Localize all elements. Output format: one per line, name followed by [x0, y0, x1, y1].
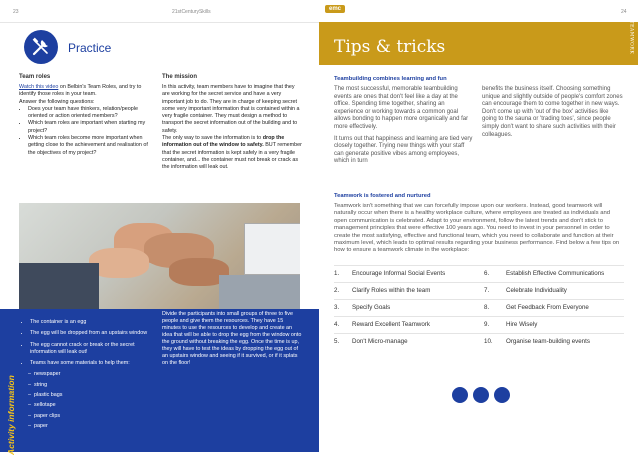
table-row: 3. Specify Goals 8. Get Feedback From Everyone: [334, 299, 624, 316]
mission-title: The mission: [162, 74, 198, 80]
right-page-number: 24: [621, 9, 627, 15]
tips-table: [334, 265, 624, 350]
left-header: [0, 0, 319, 23]
dot: [494, 387, 510, 403]
left-page-number: 23: [13, 9, 19, 15]
tools-icon: [24, 30, 58, 64]
team-roles-title: Team roles: [19, 74, 51, 80]
teambuilding-col2: benefits the business itself. Choosing something unique and slightly outside of people's comfort zones can encourage them to come together in new ways. Don't come up with 'out of the box' activities like going to the sauna or 'trading toes', since people simply don't want to share such activities with their colleagues.: [482, 86, 623, 138]
list-item: • The container is an egg: [30, 319, 152, 326]
list-item: • Which team roles become more important when getting close to the achievement and realisation of the objectives of my project?: [28, 135, 149, 157]
activity-paragraph: Divide the participants into small groups of three to five people and give them the resources. They have 15 minutes to use the resources to develop and create an idea that will be able to drop the egg from the window onto the ground without breaking the egg. Once the time is up, they will have to test the ideas by dropping the egg out of an upstairs window and seeing if it survived, or if it splats on the floor!: [162, 311, 302, 366]
table-row: 4. Reward Excellent Teamwork 9. Hire Wisely: [334, 316, 624, 333]
fostered-title: Teamwork is fostered and nurtured: [334, 193, 431, 199]
table-row: 2. Clarify Roles within the team 7. Celebrate Individuality: [334, 282, 624, 299]
list-item: • Teams have some materials to help them:: [30, 360, 152, 367]
list-item: • Which team roles are important when starting my project?: [28, 120, 149, 135]
material-item: – plastic bags: [28, 392, 63, 399]
running-head: 21stCenturySkills: [172, 9, 211, 15]
material-item: – paper clips: [28, 412, 61, 419]
right-page: [319, 0, 638, 452]
list-item: • The egg cannot crack or break or the secret information will leak out!: [30, 342, 152, 357]
list-item: • The egg will be dropped from an upstairs window: [30, 330, 152, 337]
material-item: – string: [28, 381, 48, 388]
watch-video-link[interactable]: Watch this video: [19, 84, 59, 90]
page-title: Tips & tricks: [334, 37, 446, 57]
dot: [473, 387, 489, 403]
decorative-dots: [452, 387, 512, 407]
fostered-text: Teamwork isn't something that we can forcefully impose upon our workers. Instead, good teamwork will naturally occur when there is a healthy workplace culture, where employees are treated as individuals and open communication is celebrated. Adapt to your environment, follow the latest trends and don't stick to management principles that were effective 100 years ago. You need to invest in your personnel in order to create the most satisfying, effective and functional team, which you need to collaborate and function at their maximum level, which leads to optimal results regarding your business performance. Find below a few tips on how to ensure a teamwork climate in the workplace:: [334, 203, 620, 254]
mission-text: In this activity, team members have to imagine that they are working for the secret service and have a very important job to do. They are in charge of keeping secret some very important information that is contained within a very fragile container. They must design a method to transport the secret information out of the building and to safety. The only way to save the information is to drop the information out of the window to safety. BUT remember that the secret information is kept safely in a very fragile container, and... the container must not break or crack as the information will leak out.: [162, 84, 302, 171]
table-row: 1. Encourage Informal Social Events 6. Establish Effective Communications: [334, 265, 624, 282]
teamwork-hands-photo: [19, 203, 300, 309]
material-item: – sellotape: [28, 402, 56, 409]
table-row: 5. Don't Micro-manage 10. Organise team-building events: [334, 333, 624, 350]
activity-information-box: [0, 309, 319, 455]
activity-label: Activity information: [6, 375, 16, 455]
team-roles-text: Watch this video on Belbin's Team Roles, and try to identify those roles in your team. Answer the following questions: • Does your team have thinkers, relation/people oriented or action oriented members? • Which team roles are important when starting my project? • Which team roles become more important when getting close to the achievement and realisation of the objectives of my project?: [19, 84, 149, 157]
right-header: [319, 0, 638, 23]
emc-logo: emc: [325, 5, 345, 13]
teambuilding-title: Teambuilding combines learning and fun: [334, 76, 447, 82]
list-item: • Does your team have thinkers, relation/people oriented or action oriented members?: [28, 106, 149, 121]
activity-list: [22, 319, 152, 433]
dot: [452, 387, 468, 403]
side-tab: TEAMWORK: [628, 20, 634, 55]
material-item: – newspaper: [28, 371, 61, 378]
material-item: – paper: [28, 422, 48, 429]
section-title: Practice: [68, 41, 112, 55]
teambuilding-col1: The most successful, memorable teambuilding events are ones that don't feel like a day at the office. Spending time together, sharing an experience or working towards a common goal allows bonding to happen more organically and far more effectively. It turns out that happiness and learning are tied very closely together. Trying new things with your staff can generate positive vibes among employees, which in turn: [334, 86, 473, 165]
practice-heading: [0, 30, 319, 66]
